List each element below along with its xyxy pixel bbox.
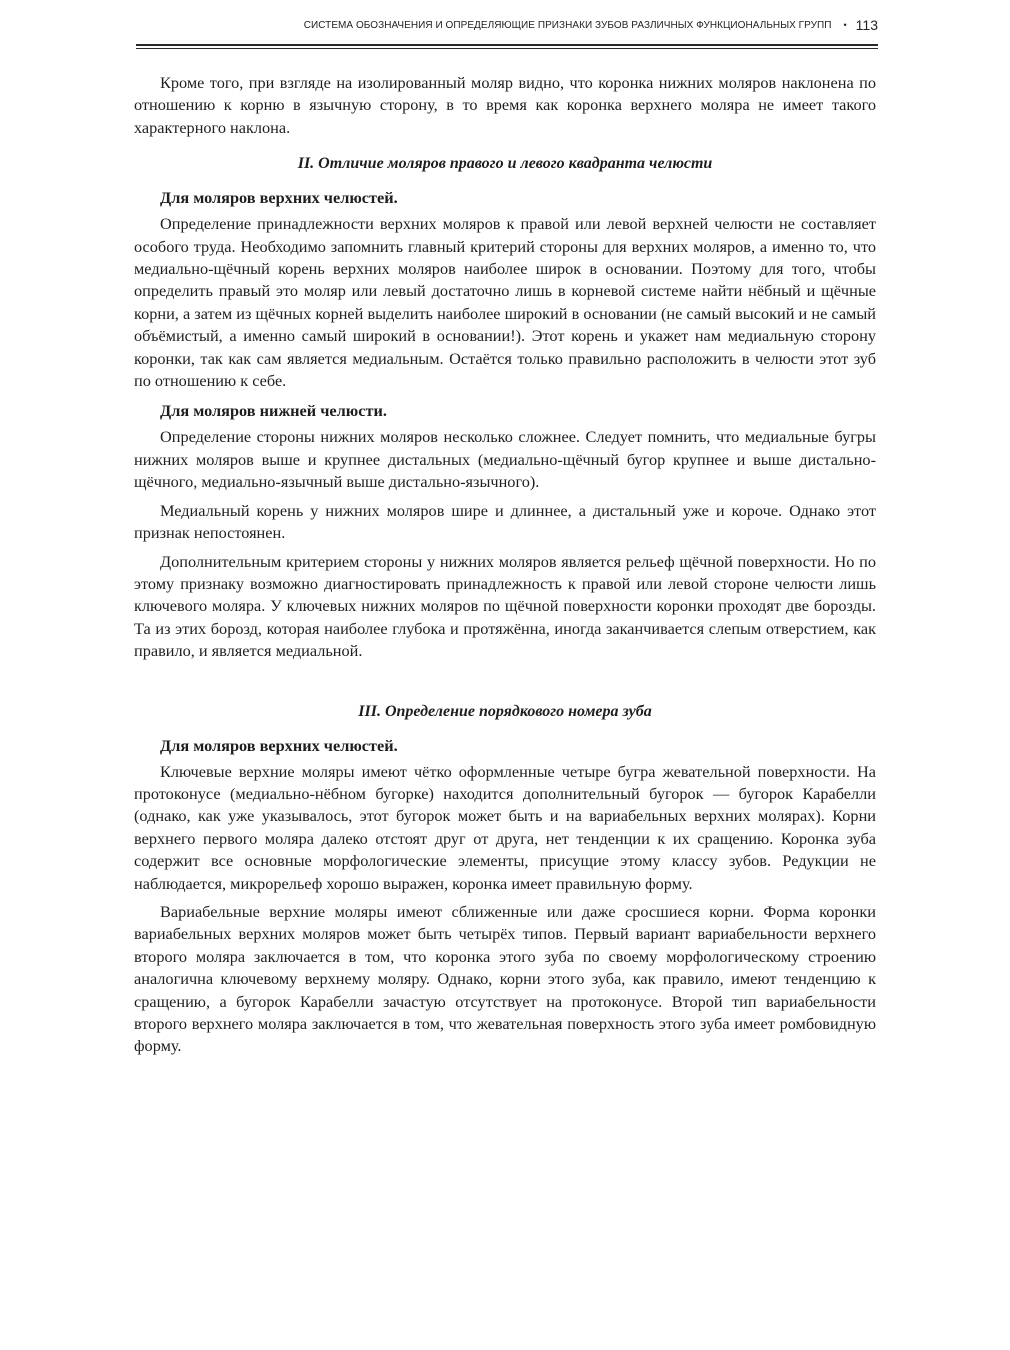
- section-title-3: III. Определение порядкового номера зуба: [358, 702, 652, 720]
- paragraph: Медиальный корень у нижних моляров шире и длиннее, а дистальный уже и короче. Однако этот признак непостоянен.: [134, 500, 876, 543]
- paragraph: Вариабельные верхние моляры имеют сближенные или даже сросшиеся корни. Форма коронки вариабельных верхних моляров может быть четырёх типов. Первый вариант вариабельности верхнего второго моляра заключается в том, что коронка этого зуба по своему морфологическому строению аналогична ключевому верхнему моляру. Однако, корни этого зуба, как правило, имеют тенденцию к сращению, а бугорок Карабелли зачастую отсутствует на протоконусе. Второй тип вариабельности второго верхнего моляра заключается в том, что жевательная поверхность этого зуба имеет ромбовидную форму.: [134, 901, 876, 1056]
- header-rule-thick: [136, 44, 878, 46]
- page-number: 113: [855, 17, 878, 33]
- section-title-2: II. Отличие моляров правого и левого квадранта челюсти: [297, 155, 713, 173]
- header-bullet: •: [843, 20, 847, 30]
- paragraph: Определение стороны нижних моляров несколько сложнее. Следует помнить, что медиальные бугры нижних моляров выше и крупнее дистальных (медиально-щёчный бугор крупнее и выше дистально-щёчного, медиально-язычный выше дистально-язычного).: [134, 427, 876, 492]
- paragraph: Ключевые верхние моляры имеют чётко оформленные четыре бугра жевательной поверхности. На протоконусе (медиально-нёбном бугорке) находится дополнительный бугорок — бугорок Карабелли (однако, как уже указывалось, этот бугорок может быть и на вариабельных верхних молярах). Корни верхнего первого моляра далеко отстоят друг от друга, нет тенденции к их сращению. Коронка зуба содержит все основные морфологические элементы, присущие этому классу зубов. Редукции не наблюдается, микрорельеф хорошо выражен, коронка имеет правильную форму.: [134, 761, 876, 893]
- running-title: СИСТЕМА ОБОЗНАЧЕНИЯ И ОПРЕДЕЛЯЮЩИЕ ПРИЗНАКИ ЗУБОВ РАЗЛИЧНЫХ ФУНКЦИОНАЛЬНЫХ ГРУПП: [303, 19, 832, 31]
- header-rule-thin: [136, 48, 878, 49]
- paragraph: Дополнительным критерием стороны у нижних моляров является рельеф щёчной поверхности. Но по этому признаку возможно диагностировать принадлежность к правой или левой стороне челюсти лишь ключевого моляра. У ключевых нижних моляров по щёчной поверхности коронки проходят две борозды. Та из этих борозд, которая наиболее глубока и протяжённа, иногда заканчивается слепым отверстием, как правило, и является медиальной.: [134, 551, 876, 661]
- paragraph: Определение принадлежности верхних моляров к правой или левой верхней челюсти не составляет особого труда. Необходимо запомнить главный критерий стороны для верхних моляров, а именно то, что медиально-щёчный корень верхних моляров наиболее широк в основании. Поэтому для того, чтобы определить правый это моляр или левый достаточно лишь в корневой системе найти нёбный и щёчные корни, а затем из щёчных корней выделить наиболее широкий в основании (не самый высокий и не самый объёмистый, а именно самый широкий в основании!). Этот корень и укажет нам медиальную сторону коронки, так как сам является медиальным. Остаётся только правильно расположить в челюсти этот зуб по отношению к себе.: [134, 214, 876, 391]
- page-body: [134, 72, 876, 1064]
- intro-paragraph: Кроме того, при взгляде на изолированный моляр видно, что коронка нижних моляров наклонена по отношению к корню в язычную сторону, в то время как коронка верхнего моляра не имеет такого характерного наклона.: [134, 73, 876, 137]
- subheading-lower-molars: Для моляров нижней челюсти.: [160, 401, 387, 421]
- running-header: [134, 14, 878, 36]
- subheading-upper-molars: Для моляров верхних челюстей.: [160, 188, 398, 208]
- subheading-upper-molars: Для моляров верхних челюстей.: [160, 735, 398, 755]
